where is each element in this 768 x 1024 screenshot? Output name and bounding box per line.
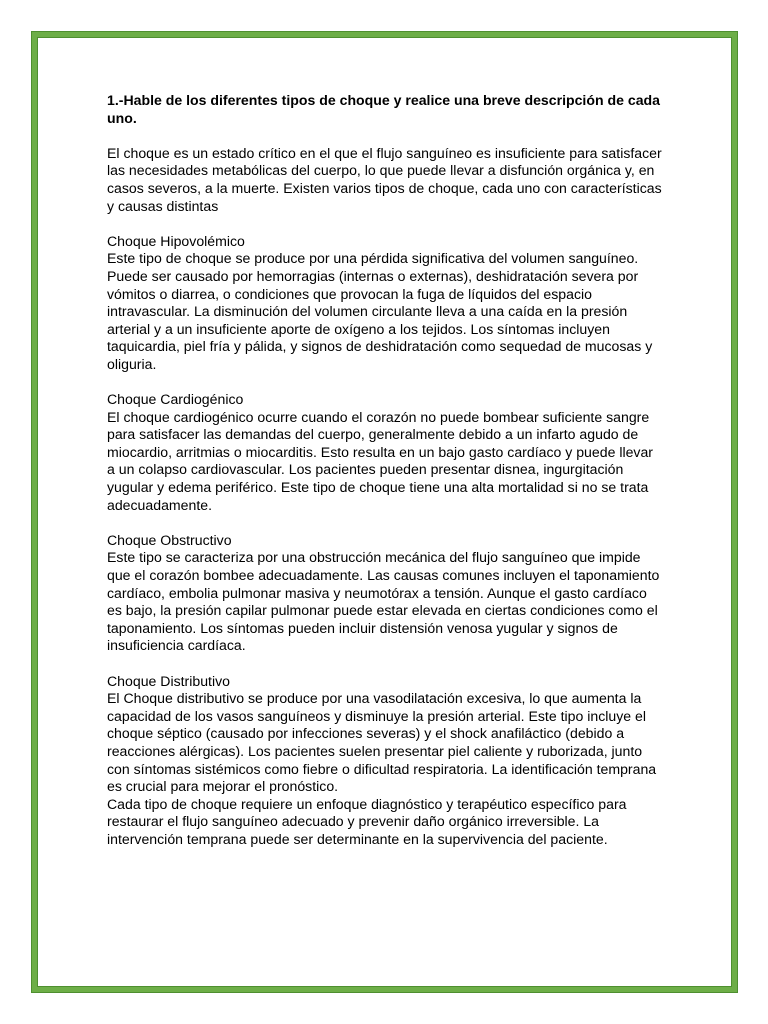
section-hipovolemico	[107, 233, 663, 374]
section-distributivo	[107, 673, 663, 849]
section-obstructivo	[107, 532, 663, 655]
document-body	[107, 92, 663, 866]
section-body: El Choque distributivo se produce por una vasodilatación excesiva, lo que aumenta la capacidad de los vasos sanguíneos y disminuye la presión arterial. Este tipo incluye el choque séptico (causado por infecciones severas) y el shock anafiláctico (debido a reacciones alérgicas). Los pacientes suelen presentar piel caliente y ruborizada, junto con síntomas sistémicos como fiebre o dificultad respiratoria. La identificación temprana es crucial para mejorar el pronóstico.	[107, 690, 657, 795]
section-title: Choque Obstructivo	[107, 531, 232, 548]
question-heading: 1.-Hable de los diferentes tipos de choque y realice una breve descripción de cada uno.	[107, 92, 660, 126]
section-title: Choque Distributivo	[107, 672, 230, 689]
section-title: Choque Cardiogénico	[107, 391, 244, 408]
conclusion-paragraph: Cada tipo de choque requiere un enfoque diagnóstico y terapéutico específico para restaurar el flujo sanguíneo adecuado y prevenir daño orgánico irreversible. La intervención temprana puede ser determinante en la supervivencia del paciente.	[107, 795, 627, 847]
section-cardiogenico	[107, 391, 663, 514]
section-body: Este tipo de choque se produce por una pérdida significativa del volumen sanguíneo. Puede ser causado por hemorragias (internas o externas), deshidratación severa por vómitos o diarrea, o condiciones que provocan la fuga de líquidos del espacio intravascular. La disminución del volumen circulante lleva a una caída en la presión arterial y a un insuficiente aporte de oxígeno a los tejidos. Los síntomas incluyen taquicardia, piel fría y pálida, y signos de deshidratación como sequedad de mucosas y oliguria.	[107, 250, 653, 372]
section-title: Choque Hipovolémico	[107, 232, 245, 249]
section-body: Este tipo se caracteriza por una obstrucción mecánica del flujo sanguíneo que impide que el corazón bombee adecuadamente. Las causas comunes incluyen el taponamiento cardíaco, embolia pulmonar masiva y neumotórax a tensión. Aunque el gasto cardíaco es bajo, la presión capilar pulmonar puede estar elevada en ciertas condiciones como el taponamiento. Los síntomas pueden incluir distensión venosa yugular y signos de insuficiencia cardíaca.	[107, 549, 660, 654]
section-body: El choque cardiogénico ocurre cuando el corazón no puede bombear suficiente sangre para satisfacer las demandas del cuerpo, generalmente debido a un infarto agudo de miocardio, arritmias o miocarditis. Esto resulta en un bajo gasto cardíaco y puede llevar a un colapso cardiovascular. Los pacientes pueden presentar disnea, ingurgitación yugular y edema periférico. Este tipo de choque tiene una alta mortalidad si no se trata adecuadamente.	[107, 408, 654, 513]
intro-paragraph: El choque es un estado crítico en el que el flujo sanguíneo es insuficiente para satisfacer las necesidades metabólicas del cuerpo, lo que puede llevar a disfunción orgánica y, en casos severos, a la muerte. Existen varios tipos de choque, cada uno con características y causas distintas	[107, 144, 662, 214]
